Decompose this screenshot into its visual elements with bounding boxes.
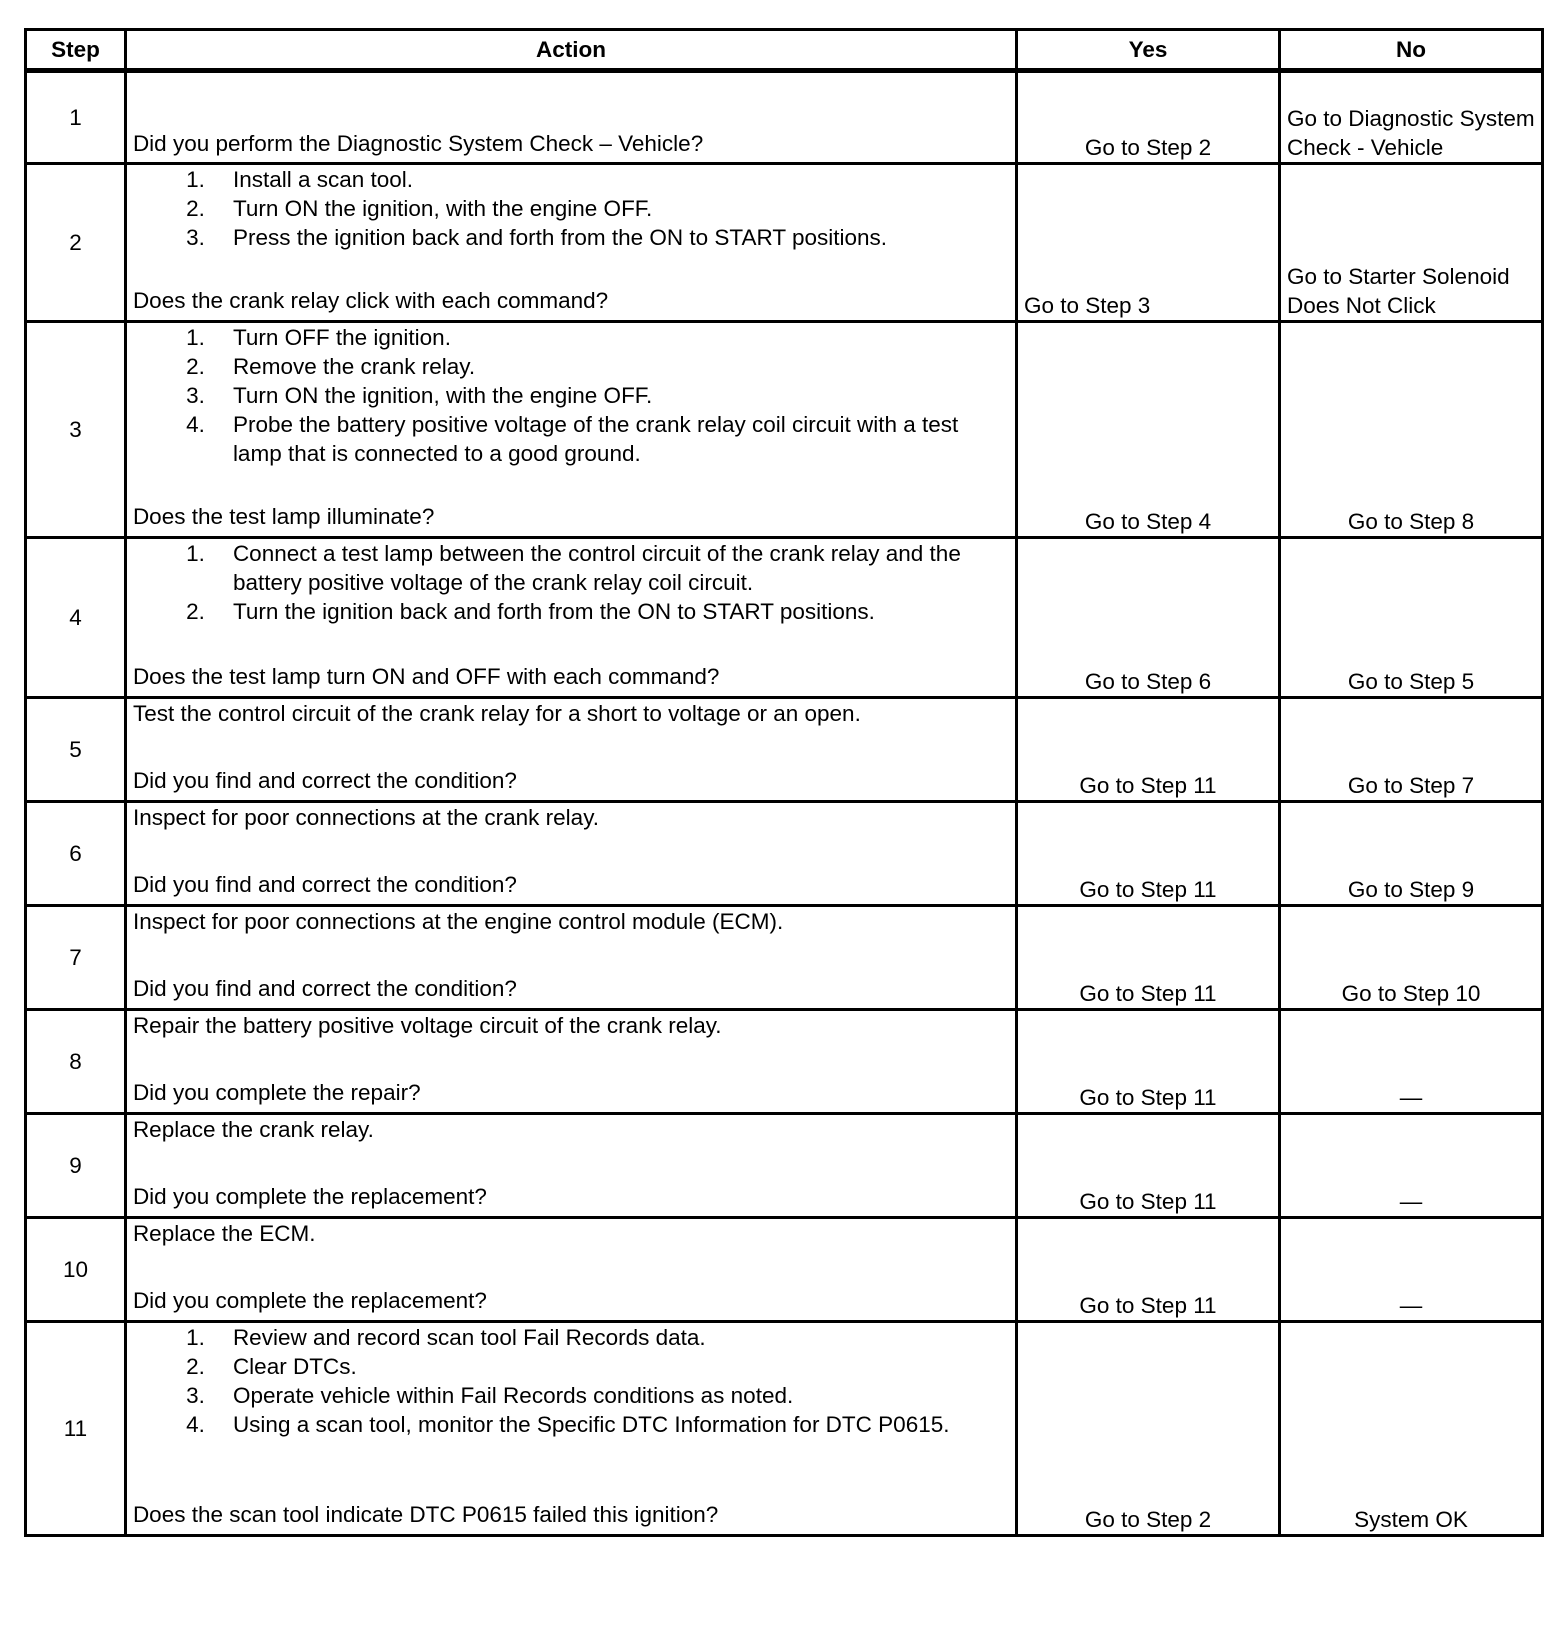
step-number: 2 <box>26 164 126 322</box>
yes-result: Go to Step 2 <box>1016 1322 1279 1536</box>
procedure-item-number: 2. <box>186 1354 205 1379</box>
action-cell <box>125 538 1016 698</box>
no-result: Go to Step 10 <box>1279 906 1542 1010</box>
no-result: Go to Step 8 <box>1279 322 1542 538</box>
procedure-item-number: 1. <box>186 167 205 192</box>
action-question: Did you perform the Diagnostic System Check – Vehicle? <box>132 131 704 156</box>
action-instructions <box>133 907 1009 936</box>
no-result: Go to Step 5 <box>1279 538 1542 698</box>
action-question: Did you complete the replacement? <box>132 1184 487 1209</box>
action-cell <box>125 698 1016 802</box>
action-cell <box>125 164 1016 322</box>
action-cell <box>125 71 1016 164</box>
action-cell <box>125 1114 1016 1218</box>
yes-result: Go to Step 2 <box>1016 71 1279 164</box>
action-cell <box>125 802 1016 906</box>
procedure-list <box>133 323 1009 468</box>
procedure-item-number: 1. <box>186 325 205 350</box>
procedure-item <box>133 352 1009 381</box>
procedure-item <box>133 1323 1009 1352</box>
action-question: Did you complete the repair? <box>132 1080 421 1105</box>
table-row <box>26 1322 1543 1536</box>
table-row <box>26 1218 1543 1322</box>
procedure-item-number: 4. <box>186 1412 205 1437</box>
step-number: 3 <box>26 322 126 538</box>
action-instructions <box>133 323 1009 468</box>
step-number: 11 <box>26 1322 126 1536</box>
action-question: Does the scan tool indicate DTC P0615 failed this ignition? <box>132 1502 719 1527</box>
yes-result: Go to Step 11 <box>1016 802 1279 906</box>
procedure-item <box>133 1352 1009 1381</box>
no-result: Go to Step 9 <box>1279 802 1542 906</box>
procedure-item-text: Operate vehicle within Fail Records conditions as noted. <box>232 1383 794 1408</box>
procedure-item <box>133 381 1009 410</box>
action-instructions <box>133 1219 1009 1248</box>
procedure-item-text: Turn the ignition back and forth from the ON to START positions. <box>232 599 875 624</box>
action-question: Did you find and correct the condition? <box>132 768 517 793</box>
header-no: No <box>1279 30 1542 71</box>
no-result: — <box>1279 1218 1542 1322</box>
no-result: — <box>1279 1010 1542 1114</box>
step-number: 1 <box>26 71 126 164</box>
table-row <box>26 164 1543 322</box>
action-intro: Inspect for poor connections at the crank relay. <box>132 805 600 830</box>
action-cell <box>125 1322 1016 1536</box>
header-step: Step <box>26 30 126 71</box>
no-result: — <box>1279 1114 1542 1218</box>
procedure-list <box>133 1323 1009 1439</box>
step-number: 8 <box>26 1010 126 1114</box>
table-row <box>26 1114 1543 1218</box>
action-intro: Inspect for poor connections at the engine control module (ECM). <box>132 909 784 934</box>
action-intro: Replace the ECM. <box>132 1221 316 1246</box>
action-question: Does the test lamp illuminate? <box>132 504 435 529</box>
procedure-item-number: 4. <box>186 412 205 437</box>
procedure-item-number: 2. <box>186 599 205 624</box>
step-number: 5 <box>26 698 126 802</box>
procedure-item-text: Using a scan tool, monitor the Specific DTC Information for DTC P0615. <box>232 1412 950 1437</box>
step-number: 9 <box>26 1114 126 1218</box>
procedure-item-text: Install a scan tool. <box>232 167 414 192</box>
table-body <box>26 71 1543 1536</box>
header-action: Action <box>125 30 1016 71</box>
action-cell <box>125 322 1016 538</box>
table-row <box>26 322 1543 538</box>
procedure-item <box>133 1381 1009 1410</box>
step-number: 4 <box>26 538 126 698</box>
yes-result: Go to Step 11 <box>1016 906 1279 1010</box>
step-number: 7 <box>26 906 126 1010</box>
action-question: Did you find and correct the condition? <box>132 976 517 1001</box>
procedure-item <box>133 539 1009 597</box>
yes-result: Go to Step 11 <box>1016 1114 1279 1218</box>
procedure-item-number: 3. <box>186 383 205 408</box>
procedure-item <box>133 410 1009 468</box>
action-instructions <box>133 165 1009 252</box>
action-question: Did you find and correct the condition? <box>132 872 517 897</box>
action-intro: Test the control circuit of the crank relay for a short to voltage or an open. <box>132 701 861 726</box>
yes-result: Go to Step 11 <box>1016 1218 1279 1322</box>
no-result: Go to Step 7 <box>1279 698 1542 802</box>
step-number: 10 <box>26 1218 126 1322</box>
procedure-item-number: 1. <box>186 1325 205 1350</box>
table-row <box>26 1010 1543 1114</box>
no-result: Go to Diagnostic System Check - Vehicle <box>1279 71 1542 164</box>
procedure-item-text: Press the ignition back and forth from the ON to START positions. <box>232 225 887 250</box>
action-instructions <box>133 539 1009 626</box>
procedure-item <box>133 597 1009 626</box>
procedure-list <box>133 165 1009 252</box>
procedure-item-number: 2. <box>186 354 205 379</box>
table-row <box>26 906 1543 1010</box>
procedure-item <box>133 165 1009 194</box>
action-intro: Replace the crank relay. <box>132 1117 374 1142</box>
procedure-item <box>133 223 1009 252</box>
action-instructions <box>133 1323 1009 1439</box>
procedure-item-text: Clear DTCs. <box>232 1354 357 1379</box>
table-row <box>26 802 1543 906</box>
procedure-item <box>133 1410 1009 1439</box>
procedure-item-number: 1. <box>186 541 205 566</box>
table-row <box>26 538 1543 698</box>
yes-result: Go to Step 4 <box>1016 322 1279 538</box>
header-row <box>26 30 1543 71</box>
procedure-item-number: 3. <box>186 1383 205 1408</box>
no-result: Go to Starter Solenoid Does Not Click <box>1279 164 1542 322</box>
action-instructions <box>133 803 1009 832</box>
procedure-item-text: Turn ON the ignition, with the engine OFF. <box>232 383 653 408</box>
action-question: Does the test lamp turn ON and OFF with each command? <box>132 664 720 689</box>
action-cell <box>125 1010 1016 1114</box>
action-question: Does the crank relay click with each command? <box>132 288 609 313</box>
yes-result: Go to Step 11 <box>1016 698 1279 802</box>
action-intro: Repair the battery positive voltage circuit of the crank relay. <box>132 1013 722 1038</box>
procedure-item-text: Connect a test lamp between the control circuit of the crank relay and the battery positive voltage of the crank relay coil circuit. <box>232 541 961 595</box>
yes-result: Go to Step 6 <box>1016 538 1279 698</box>
header-yes: Yes <box>1016 30 1279 71</box>
procedure-item-text: Remove the crank relay. <box>232 354 476 379</box>
no-result: System OK <box>1279 1322 1542 1536</box>
procedure-item <box>133 323 1009 352</box>
action-cell <box>125 906 1016 1010</box>
procedure-item-number: 2. <box>186 196 205 221</box>
procedure-item-text: Turn ON the ignition, with the engine OFF. <box>232 196 653 221</box>
procedure-list <box>133 539 1009 626</box>
action-question: Did you complete the replacement? <box>132 1288 487 1313</box>
table-row <box>26 71 1543 164</box>
action-cell <box>125 1218 1016 1322</box>
procedure-item-text: Probe the battery positive voltage of the crank relay coil circuit with a test lamp that is connected to a good ground. <box>232 412 959 466</box>
action-instructions <box>133 699 1009 728</box>
action-instructions <box>133 1011 1009 1040</box>
yes-result: Go to Step 3 <box>1016 164 1279 322</box>
procedure-item-text: Review and record scan tool Fail Records data. <box>232 1325 706 1350</box>
diagnostic-table <box>24 28 1544 1537</box>
action-instructions <box>133 1115 1009 1144</box>
procedure-item-text: Turn OFF the ignition. <box>232 325 451 350</box>
procedure-item-number: 3. <box>186 225 205 250</box>
yes-result: Go to Step 11 <box>1016 1010 1279 1114</box>
step-number: 6 <box>26 802 126 906</box>
table-row <box>26 698 1543 802</box>
procedure-item <box>133 194 1009 223</box>
